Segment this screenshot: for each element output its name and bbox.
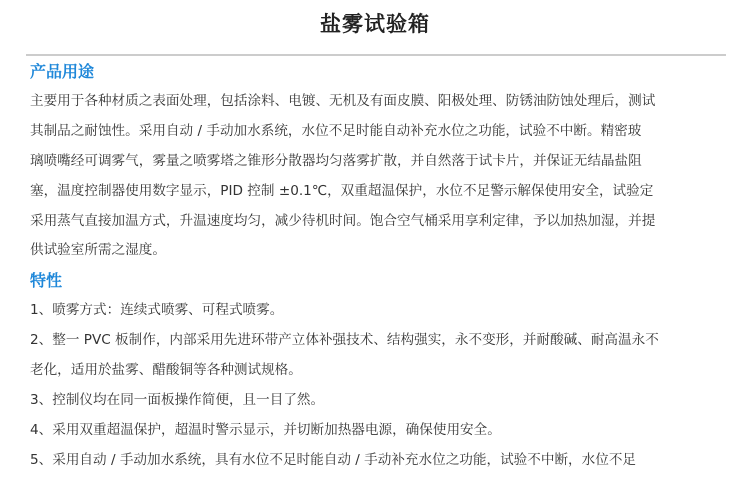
- usage-line: 塞，温度控制器使用数字显示，PID 控制 ±0.1℃，双重超温保护，水位不足警示解保使用安全，试验定: [30, 183, 654, 199]
- title-divider: [26, 54, 726, 56]
- page-title: 盐雾试验箱: [320, 12, 430, 36]
- features-heading: 特性: [30, 271, 63, 290]
- usage-line: 采用蒸气直接加温方式，升温速度均匀，减少待机时间。饱合空气桶采用享利定律，予以加热加湿，并提: [30, 213, 656, 229]
- feature-item: 1、喷雾方式：连续式喷雾、可程式喷雾。: [30, 302, 284, 318]
- feature-item: 老化，适用於盐雾、醋酸铜等各种测试规格。: [30, 362, 302, 378]
- feature-item: 5、采用自动 / 手动加水系统，具有水位不足时能自动 / 手动补充水位之功能，试验不中断，水位不足: [30, 452, 637, 468]
- usage-line: 主要用于各种材质之表面处理，包括涂料、电镀、无机及有面皮膜、阳极处理、防锈油防蚀处理后，测试: [30, 93, 656, 109]
- usage-heading: 产品用途: [30, 62, 95, 81]
- usage-line: 供试验室所需之湿度。: [30, 242, 166, 258]
- usage-line: 其制品之耐蚀性。采用自动 / 手动加水系统，水位不足时能自动补充水位之功能，试验不中断。精密玻: [30, 123, 642, 139]
- feature-item: 3、控制仪均在同一面板操作简便，且一目了然。: [30, 392, 325, 408]
- feature-item: 2、整一 PVC 板制作，内部采用先进环带产立体补强技术、结构强实，永不变形，并耐酸碱、耐高温永不: [30, 332, 659, 348]
- usage-line: 璃喷嘴经可调雾气，雾量之喷雾塔之锥形分散器均匀落雾扩散，并自然落于试卡片，并保证无结晶盐阻: [30, 153, 642, 169]
- feature-item: 4、采用双重超温保护，超温时警示显示，并切断加热器电源，确保使用安全。: [30, 422, 501, 438]
